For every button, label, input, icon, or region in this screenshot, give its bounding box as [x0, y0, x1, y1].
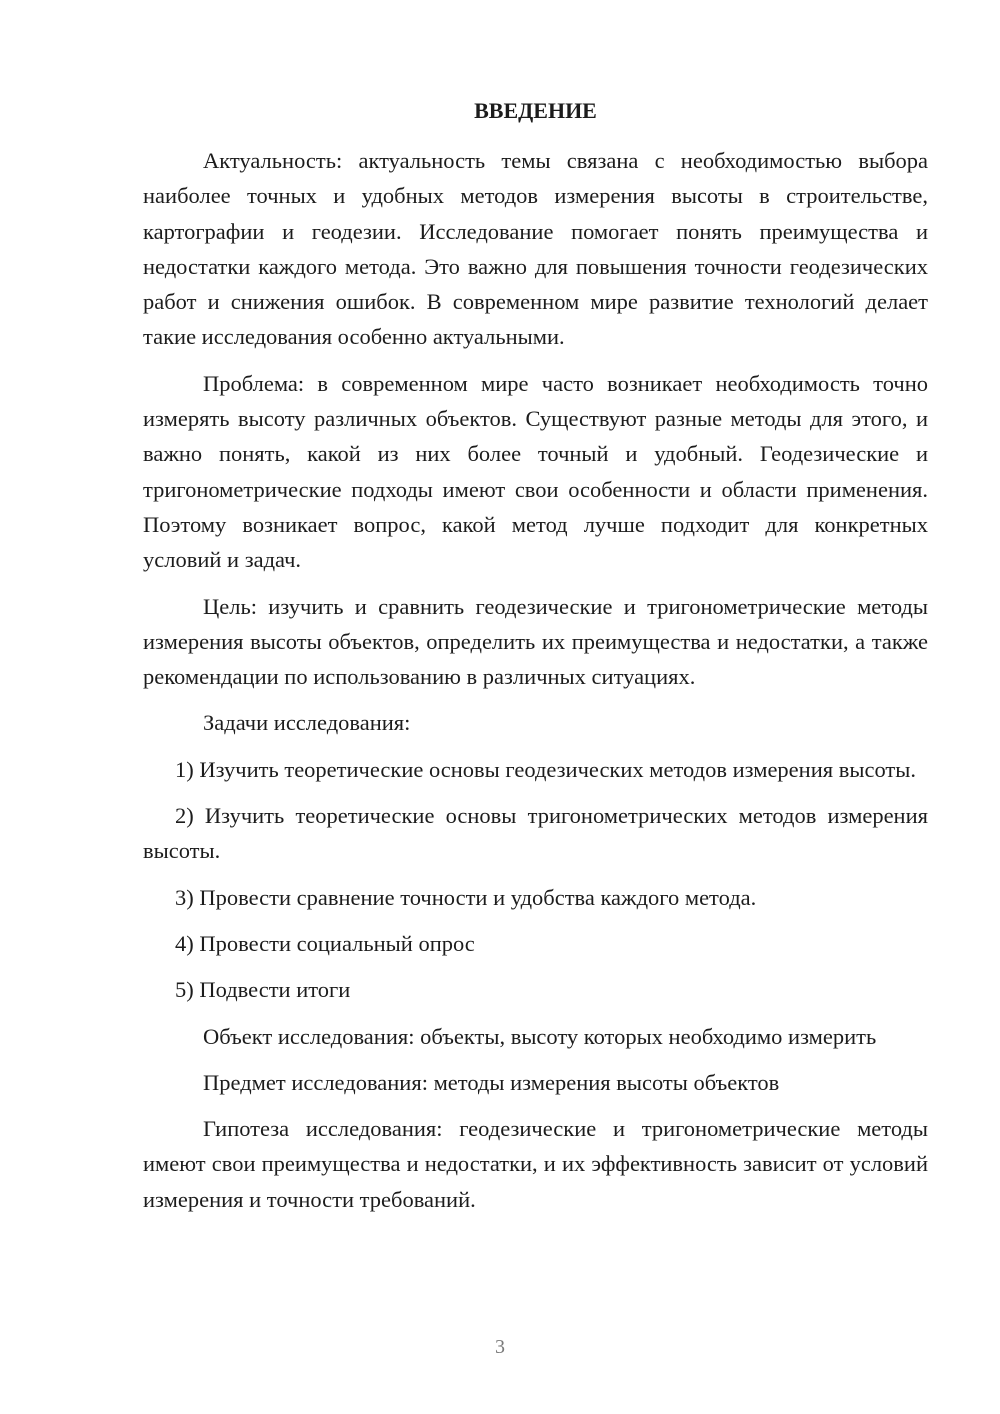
task-item-4: 4) Провести социальный опрос	[175, 930, 475, 956]
paragraph-problem: Проблема: в современном мире часто возникает необходимость точно измерять высоту различных объектов. Существуют разные методы для этого, и важно понять, какой из них более точный и удобный. Геодезические и тригонометрические подходы имеют свои особенности и области применения. Поэтому возникает вопрос, какой метод лучше подходит для конкретных условий и задач.	[143, 370, 928, 573]
paragraph-goal: Цель: изучить и сравнить геодезические и тригонометрические методы измерения высоты объектов, определить их преимущества и недостатки, а также рекомендации по использованию в различных ситуациях.	[143, 593, 928, 690]
task-item-5: 5) Подвести итоги	[175, 977, 351, 1003]
paragraph-object: Объект исследования: объекты, высоту которых необходимо измерить	[203, 1023, 877, 1049]
task-item-3: 3) Провести сравнение точности и удобства каждого метода.	[175, 884, 757, 910]
section-title: ВВЕДЕНИЕ	[474, 98, 597, 123]
task-item-1: 1) Изучить теоретические основы геодезических методов измерения высоты.	[175, 756, 916, 782]
document-body	[143, 143, 928, 1228]
paragraph-subject: Предмет исследования: методы измерения высоты объектов	[203, 1069, 780, 1095]
paragraph-relevance: Актуальность: актуальность темы связана с необходимостью выбора наиболее точных и удобных методов измерения высоты в строительстве, картографии и геодезии. Исследование помогает понять преимущества и недостатки каждого метода. Это важно для повышения точности геодезических работ и снижения ошибок. В современном мире развитие технологий делает такие исследования особенно актуальными.	[143, 148, 928, 350]
page-number: 3	[495, 1336, 505, 1358]
task-item-2: 2) Изучить теоретические основы тригонометрических методов измерения высоты.	[143, 803, 928, 864]
tasks-heading: Задачи исследования:	[203, 710, 411, 736]
paragraph-hypothesis: Гипотеза исследования: геодезические и тригонометрические методы имеют свои преимущества и недостатки, и их эффективность зависит от условий измерения и точности требований.	[143, 1116, 928, 1212]
